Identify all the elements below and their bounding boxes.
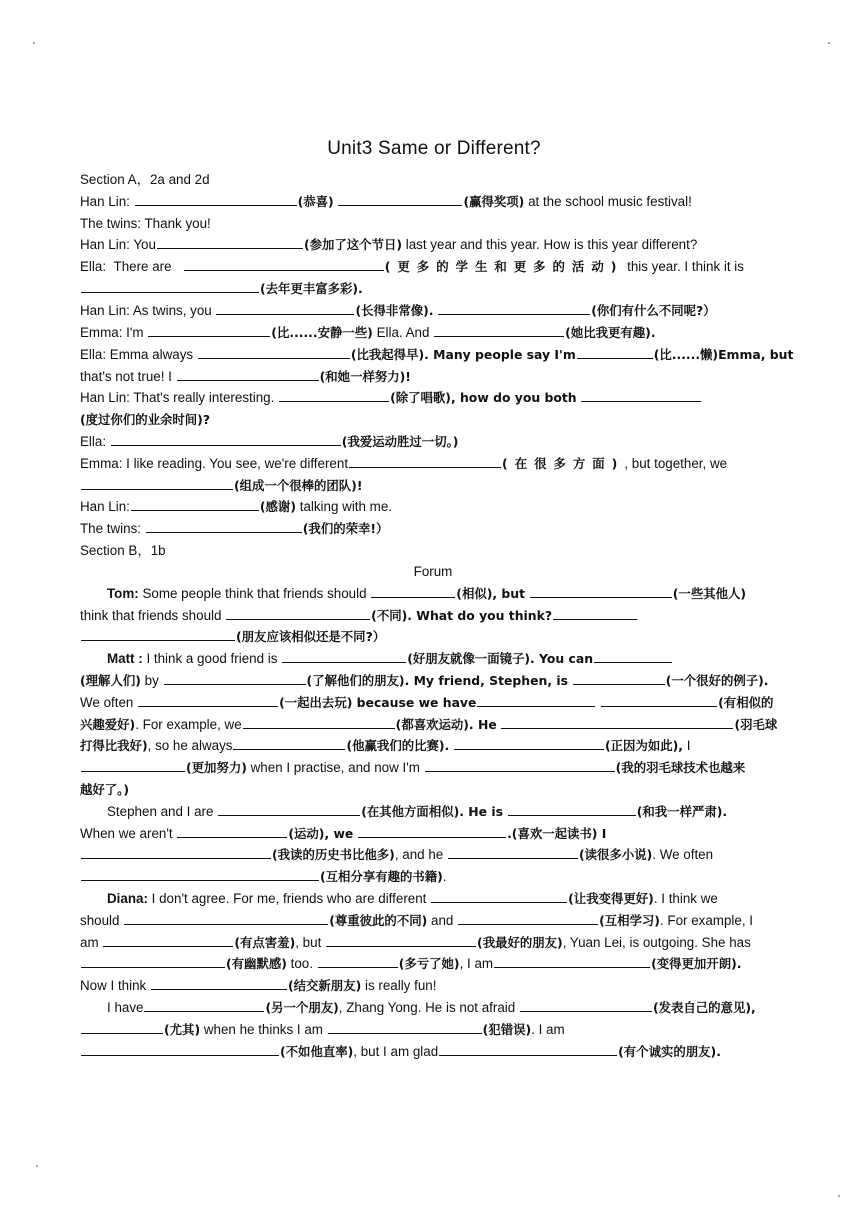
answer-blank[interactable] [146,520,302,533]
matt-line-6: (更加努力) when I practise, and now I'm (我的羽毛球技术也越来 [80,759,786,777]
dialog-line-9: that's not true! I (和她一样努力)! [80,369,411,384]
dialog-line-16: The twins: (我们的荣幸!） [80,521,389,536]
matt-line-3: We often (一起出去玩) because we have (有相似的 [80,695,774,710]
zhang-line-1: I have (另一个朋友), Zhang Yong. He is not afraid (发表自己的意见), [107,1000,756,1015]
answer-blank[interactable] [458,912,598,925]
scan-speck [33,42,35,44]
matt-line-1: Matt : I think a good friend is (好朋友就像一面镜子). You can [80,650,786,668]
answer-blank[interactable] [279,389,389,402]
answer-blank[interactable] [164,672,306,685]
dialog-line-5: (去年更丰富多彩). [80,280,786,298]
answer-blank[interactable] [282,650,406,663]
section-b-heading: Section B，1b [80,543,166,558]
answer-blank[interactable] [530,585,672,598]
diana-line-4: (有幽默感) too. (多亏了她), I am (变得更加开朗). [80,955,786,973]
answer-blank[interactable] [131,498,259,511]
diana-line-5: Now I think (结交新朋友) is really fun! [80,978,437,993]
answer-blank[interactable] [144,999,264,1012]
answer-blank[interactable] [601,694,717,707]
dialog-line-12: Ella: (我爱运动胜过一切。) [80,434,459,449]
answer-blank[interactable] [573,672,665,685]
page-title: Unit3 Same or Different? [327,138,541,159]
dialog-line-2: The twins: Thank you! [80,216,211,231]
answer-blank[interactable] [328,1021,482,1034]
answer-blank[interactable] [81,759,185,772]
answer-blank[interactable] [81,1021,163,1034]
answer-blank[interactable] [508,803,636,816]
answer-blank[interactable] [434,324,564,337]
answer-blank[interactable] [358,825,506,838]
dialog-line-11: (度过你们的业余时间)? [80,412,211,427]
dialog-line-14: (组成一个很棒的团队)! [80,477,786,495]
answer-blank[interactable] [81,1043,279,1056]
answer-blank[interactable] [103,934,233,947]
dialog-line-1: Han Lin: (恭喜) (赢得奖项) at the school music festival! [80,194,692,209]
answer-blank[interactable] [425,759,615,772]
answer-blank[interactable] [431,890,567,903]
stephen-line-1: Stephen and I are (在其他方面相似). He is (和我一样严肃). [107,804,728,819]
answer-blank[interactable] [111,433,341,446]
answer-blank[interactable] [349,455,501,468]
dialog-line-8: Ella: Emma always (比我起得早). Many people say I'm (比......懒)Emma, but [80,347,794,362]
zhang-line-2: (尤其) when he thinks I am (犯错误). I am [80,1021,786,1039]
answer-blank[interactable] [581,389,701,402]
answer-blank[interactable] [81,955,225,968]
answer-blank[interactable] [218,803,360,816]
tom-line-3: (朋友应该相似还是不同?） [80,628,786,646]
answer-blank[interactable] [233,737,345,750]
dialog-line-3: Han Lin: You (参加了这个节日) last year and this year. How is this year different? [80,237,698,252]
answer-blank[interactable] [454,737,604,750]
answer-blank[interactable] [135,193,297,206]
answer-blank[interactable] [177,368,319,381]
answer-blank[interactable] [438,302,590,315]
answer-blank[interactable] [448,846,578,859]
scan-speck [36,1165,38,1167]
answer-blank[interactable] [81,846,271,859]
stephen-line-3: (我读的历史书比他多), and he (读很多小说). We often [80,846,786,864]
zhang-line-3: (不如他直率), but I am glad (有个诚实的朋友). [80,1043,786,1061]
matt-line-5: 打得比我好), so he always (他赢我们的比赛). (正因为如此), I [80,738,691,753]
answer-blank[interactable] [501,716,733,729]
answer-blank[interactable] [439,1043,617,1056]
dialog-line-13: Emma: I like reading. You see, we're different (在很多方面), but together, we [80,456,728,471]
stephen-line-4: (互相分享有趣的书籍). [80,868,786,886]
answer-blank[interactable] [243,716,395,729]
answer-blank[interactable] [184,258,384,271]
answer-blank[interactable] [124,912,328,925]
answer-blank[interactable] [594,650,672,663]
section-a-heading: Section A，2a and 2d [80,172,210,187]
diana-line-1: Diana: I don't agree. For me, friends who are different (让我变得更好). I think we [107,891,718,906]
answer-blank[interactable] [318,955,398,968]
tom-line-1: Tom: Some people think that friends should (相似), but (一些其他人) [107,586,747,601]
diana-line-2: should (尊重彼此的不同) and (互相学习). For example, I [80,913,753,928]
answer-blank[interactable] [553,607,637,620]
answer-blank[interactable] [81,628,235,641]
answer-blank[interactable] [477,694,595,707]
answer-blank[interactable] [157,236,303,249]
matt-line-2: (理解人们) by (了解他们的朋友). My friend, Stephen, is (一个很好的例子). [80,673,769,688]
answer-blank[interactable] [494,955,650,968]
answer-blank[interactable] [226,607,370,620]
dialog-line-7: Emma: I'm (比......安静一些) Ella. And (她比我更有趣). [80,325,656,340]
answer-blank[interactable] [371,585,455,598]
answer-blank[interactable] [151,977,287,990]
dialog-line-10: Han Lin: That's really interesting. (除了唱歌), how do you both [80,389,786,407]
answer-blank[interactable] [138,694,278,707]
dialog-line-6: Han Lin: As twins, you (长得非常像). (你们有什么不同呢?） [80,303,716,318]
answer-blank[interactable] [577,346,653,359]
dialog-line-15: Han Lin: (感谢) talking with me. [80,499,393,514]
answer-blank[interactable] [216,302,354,315]
forum-heading: Forum [413,564,453,579]
answer-blank[interactable] [81,477,233,490]
answer-blank[interactable] [81,280,259,293]
answer-blank[interactable] [338,193,462,206]
dialog-line-4: Ella: There are (更多的学生和更多的活动) this year. I think it is [80,259,744,274]
answer-blank[interactable] [326,934,476,947]
answer-blank[interactable] [148,324,270,337]
scan-speck [828,42,830,44]
diana-line-3: am (有点害羞), but (我最好的朋友), Yuan Lei, is outgoing. She has [80,935,751,950]
stephen-line-2: When we aren't (运动), we .(喜欢一起读书) I [80,826,607,841]
answer-blank[interactable] [198,346,350,359]
matt-line-4: 兴趣爱好). For example, we (都喜欢运动). He (羽毛球 [80,717,778,732]
answer-blank[interactable] [177,825,287,838]
answer-blank[interactable] [81,868,319,881]
scan-speck [838,1195,840,1197]
matt-line-7: 越好了。) [80,782,130,797]
answer-blank[interactable] [520,999,652,1012]
tom-line-2: think that friends should (不同). What do you think? [80,607,786,625]
